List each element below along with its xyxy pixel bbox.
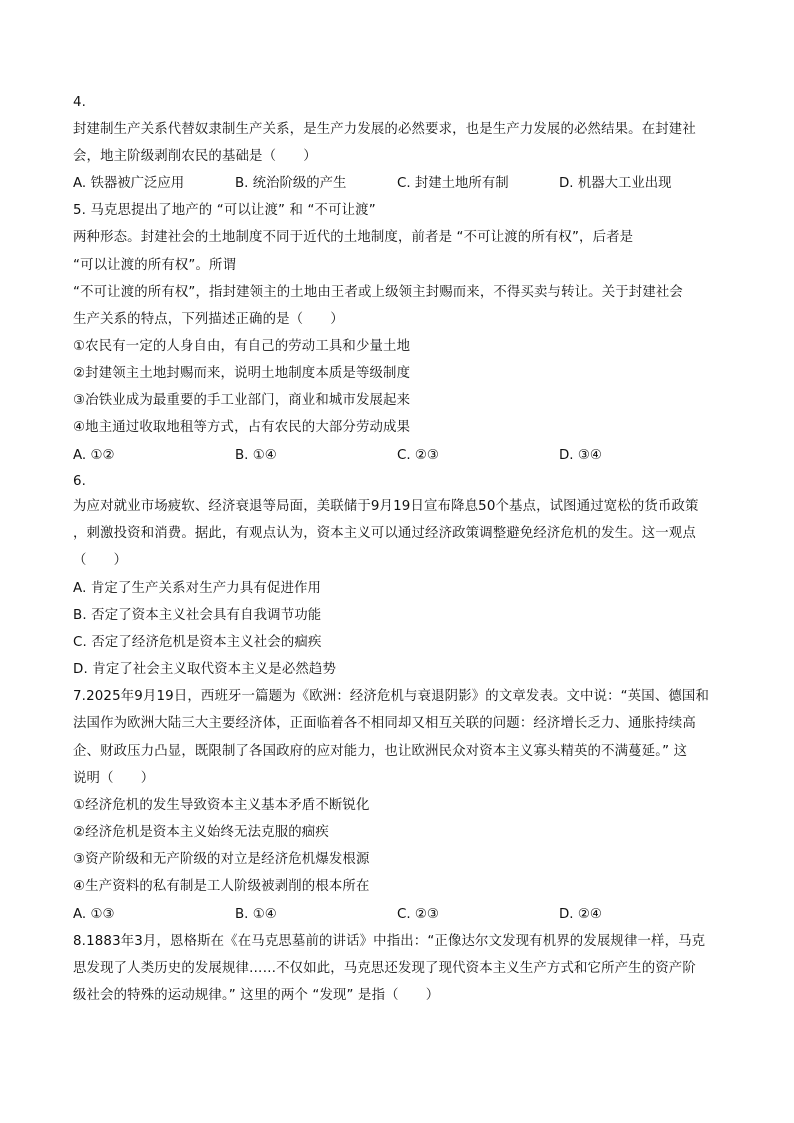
q5-line-3: “可以让渡的所有权”。所谓 — [73, 258, 237, 273]
q6-line-1: 为应对就业市场疲软、经济衰退等局面，美联储于9月19日宣布降息50个基点，试图通过宽松的货币政策 — [73, 499, 699, 514]
q6-option-b: B. 否定了资本主义社会具有自我调节功能 — [73, 608, 322, 623]
q7-options — [73, 905, 723, 925]
q5-option-d: D. ③④ — [559, 448, 602, 463]
q6-number: 6. — [73, 474, 87, 489]
q8-line-3: 级社会的特殊的运动规律。” 这里的两个 “发现” 是指（ ） — [73, 988, 440, 1003]
q5-option-a: A. ①② — [73, 448, 115, 463]
q4-option-a: A. 铁器被广泛应用 — [73, 176, 185, 191]
q7-statement-2: ②经济危机是资本主义始终无法克服的痼疾 — [73, 825, 329, 840]
q6-option-d: D. 肯定了社会主义取代资本主义是必然趋势 — [73, 662, 337, 677]
q4-option-c: C. 封建土地所有制 — [397, 176, 509, 191]
q7-option-b: B. ①④ — [235, 907, 277, 922]
q7-line-3: 企、财政压力凸显，既限制了各国政府的应对能力，也让欧洲民众对资本主义寡头精英的不满蔓延。” 这 — [73, 744, 688, 759]
q7-option-d: D. ②④ — [559, 907, 602, 922]
q6-option-a: A. 肯定了生产关系对生产力具有促进作用 — [73, 581, 322, 596]
q5-line-4: “不可让渡的所有权”，指封建领主的土地由王者或上级领主封赐而来，不得买卖与转让。关于封建社会 — [73, 285, 683, 300]
q5-option-c: C. ②③ — [397, 448, 439, 463]
q5-line-1: 5. 马克思提出了地产的 “可以让渡” 和 “不可让渡” — [73, 203, 376, 218]
q7-statement-3: ③资产阶级和无产阶级的对立是经济危机爆发根源 — [73, 852, 370, 867]
q4-options — [73, 174, 723, 194]
q7-statement-4: ④生产资料的私有制是工人阶级被剥削的根本所在 — [73, 879, 370, 894]
q4-option-b: B. 统治阶级的产生 — [235, 176, 347, 191]
q5-line-2: 两种形态。封建社会的土地制度不同于近代的土地制度，前者是 “不可让渡的所有权”，后者是 — [73, 230, 634, 245]
q8-line-2: 思发现了人类历史的发展规律……不仅如此，马克思还发现了现代资本主义生产方式和它所产生的资产阶 — [73, 961, 696, 976]
q5-line-5: 生产关系的特点，下列描述正确的是（ ） — [73, 312, 344, 327]
q4-option-d: D. 机器大工业出现 — [559, 176, 672, 191]
q5-statement-3: ③冶铁业成为最重要的手工业部门，商业和城市发展起来 — [73, 393, 411, 408]
q5-options — [73, 446, 723, 466]
q5-statement-2: ②封建领主土地封赐而来，说明土地制度本质是等级制度 — [73, 366, 411, 381]
q5-option-b: B. ①④ — [235, 448, 277, 463]
q8-line-1: 8.1883年3月，恩格斯在《在马克思墓前的讲话》中指出：“正像达尔文发现有机界的发展规律一样，马克 — [73, 934, 706, 949]
q7-option-a: A. ①③ — [73, 907, 115, 922]
q5-statement-1: ①农民有一定的人身自由，有自己的劳动工具和少量土地 — [73, 339, 411, 354]
q4-stem-line-1: 封建制生产关系代替奴隶制生产关系，是生产力发展的必然要求，也是生产力发展的必然结果。在封建社 — [73, 122, 696, 137]
q7-line-2: 法国作为欧洲大陆三大主要经济体，正面临着各不相同却又相互关联的问题：经济增长乏力、通胀持续高 — [73, 716, 696, 731]
q5-statement-4: ④地主通过收取地租等方式，占有农民的大部分劳动成果 — [73, 420, 411, 435]
q6-line-2: ，刺激投资和消费。据此，有观点认为，资本主义可以通过经济政策调整避免经济危机的发生。这一观点 — [73, 526, 696, 541]
q4-stem-line-2: 会，地主阶级剥削农民的基础是（ ） — [73, 149, 317, 164]
q7-line-1: 7.2025年9月19日，西班牙一篇题为《欧洲：经济危机与衰退阴影》的文章发表。文中说：“英国、德国和 — [73, 689, 710, 704]
q6-option-c: C. 否定了经济危机是资本主义社会的痼疾 — [73, 635, 322, 650]
q7-option-c: C. ②③ — [397, 907, 439, 922]
q4-number: 4. — [73, 95, 87, 110]
q6-line-3: （ ） — [73, 553, 128, 568]
q7-line-4: 说明（ ） — [73, 771, 155, 786]
q7-statement-1: ①经济危机的发生导致资本主义基本矛盾不断锐化 — [73, 798, 370, 813]
